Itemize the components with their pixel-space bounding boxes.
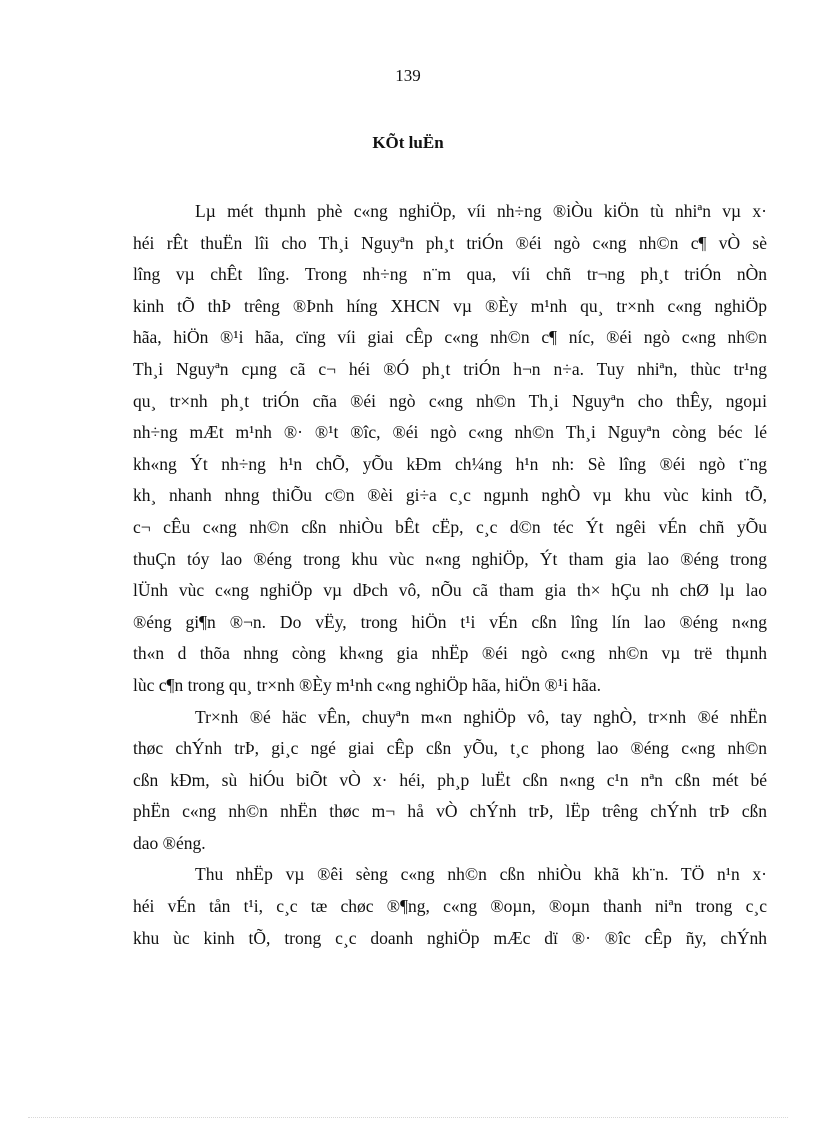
text-line: lùc c¶n trong qu¸ tr×nh ®Èy m¹nh c«ng nghiÖp hãa, hiÖn ®¹i hãa. <box>133 674 601 695</box>
text-line: héi vÉn tån t¹i, c¸c tæ chøc ®¶ng, c«ng ®oµn, ®oµn thanh niªn trong c¸c <box>133 896 767 917</box>
body-text <box>133 196 767 954</box>
text-line: dao ®éng. <box>133 832 206 853</box>
text-line: qu¸ tr×nh ph¸t triÓn cña ®éi ngò c«ng nh©n Th¸i Nguyªn cho thÊy, ngoµi <box>133 390 767 411</box>
text-line: kh«ng Ýt nh÷ng h¹n chÕ, yÕu kÐm ch¼ng h¹n nh: Sè lîng ®éi ngò t¨ng <box>133 453 767 474</box>
text-line: ®éng gi¶n ®¬n. Do vËy, trong hiÖn t¹i vÉn cßn lîng lín lao ®éng n«ng <box>133 611 767 632</box>
page-bottom-border <box>28 1117 788 1118</box>
text-line: khu ùc kinh tÕ, trong c¸c doanh nghiÖp mÆc dï ®· ®îc cÊp ñy, chÝnh <box>133 927 767 948</box>
text-line: kinh tÕ thÞ trêng ®Þnh híng XHCN vµ ®Èy m¹nh qu¸ tr×nh c«ng nghiÖp <box>133 295 767 316</box>
paragraph-1 <box>133 196 767 702</box>
text-line: héi rÊt thuËn lîi cho Th¸i Nguyªn ph¸t triÓn ®éi ngò c«ng nh©n c¶ vÒ sè <box>133 232 767 253</box>
text-line: Thu nhËp vµ ®êi sèng c«ng nh©n cßn nhiÒu khã kh¨n. TÖ n¹n x· <box>195 864 767 885</box>
page-title: KÕt luËn <box>372 133 444 152</box>
page-number: 139 <box>395 66 421 85</box>
text-line: thuÇn tóy lao ®éng trong khu vùc n«ng nghiÖp, Ýt tham gia lao ®éng trong <box>133 548 767 569</box>
text-line: c¬ cÊu c«ng nh©n cßn nhiÒu bÊt cËp, c¸c d©n téc Ýt ngêi vÉn chñ yÕu <box>133 516 767 537</box>
text-line: Th¸i Nguyªn cµng cã c¬ héi ®Ó ph¸t triÓn h¬n n÷a. Tuy nhiªn, thùc tr¹ng <box>133 358 767 379</box>
text-line: thøc chÝnh trÞ, gi¸c ngé giai cÊp cßn yÕu, t¸c phong lao ®éng c«ng nh©n <box>133 738 767 759</box>
text-line: cßn kÐm, sù hiÓu biÕt vÒ x· héi, ph¸p luËt cßn n«ng c¹n nªn cßn mét bé <box>133 769 767 790</box>
paragraph-2 <box>133 702 767 860</box>
text-line: phËn c«ng nh©n nhËn thøc m¬ hå vÒ chÝnh trÞ, lËp trêng chÝnh trÞ cßn <box>133 801 767 822</box>
text-line: lîng vµ chÊt lîng. Trong nh÷ng n¨m qua, víi chñ tr¬ng ph¸t triÓn nÒn <box>133 264 767 285</box>
text-line: th«n d thõa nhng còng kh«ng gia nhËp ®éi ngò c«ng nh©n vµ trë thµnh <box>133 643 767 664</box>
paragraph-3 <box>133 859 767 954</box>
text-line: nh÷ng mÆt m¹nh ®· ®¹t ®îc, ®éi ngò c«ng nh©n Th¸i Nguyªn còng béc lé <box>133 422 767 443</box>
text-line: Tr×nh ®é häc vÊn, chuyªn m«n nghiÖp vô, tay nghÒ, tr×nh ®é nhËn <box>195 706 767 727</box>
text-line: kh¸ nhanh nhng thiÕu c©n ®èi gi÷a c¸c ngµnh nghÒ vµ khu vùc kinh tÕ, <box>133 485 767 506</box>
text-line: lÜnh vùc c«ng nghiÖp vµ dÞch vô, nÕu cã tham gia th× hÇu nh chØ lµ lao <box>133 580 767 601</box>
text-line: Lµ mét thµnh phè c«ng nghiÖp, víi nh÷ng ®iÒu kiÖn tù nhiªn vµ x· <box>195 201 767 221</box>
text-line: hãa, hiÖn ®¹i hãa, cïng víi giai cÊp c«ng nh©n c¶ níc, ®éi ngò c«ng nh©n <box>133 327 767 348</box>
